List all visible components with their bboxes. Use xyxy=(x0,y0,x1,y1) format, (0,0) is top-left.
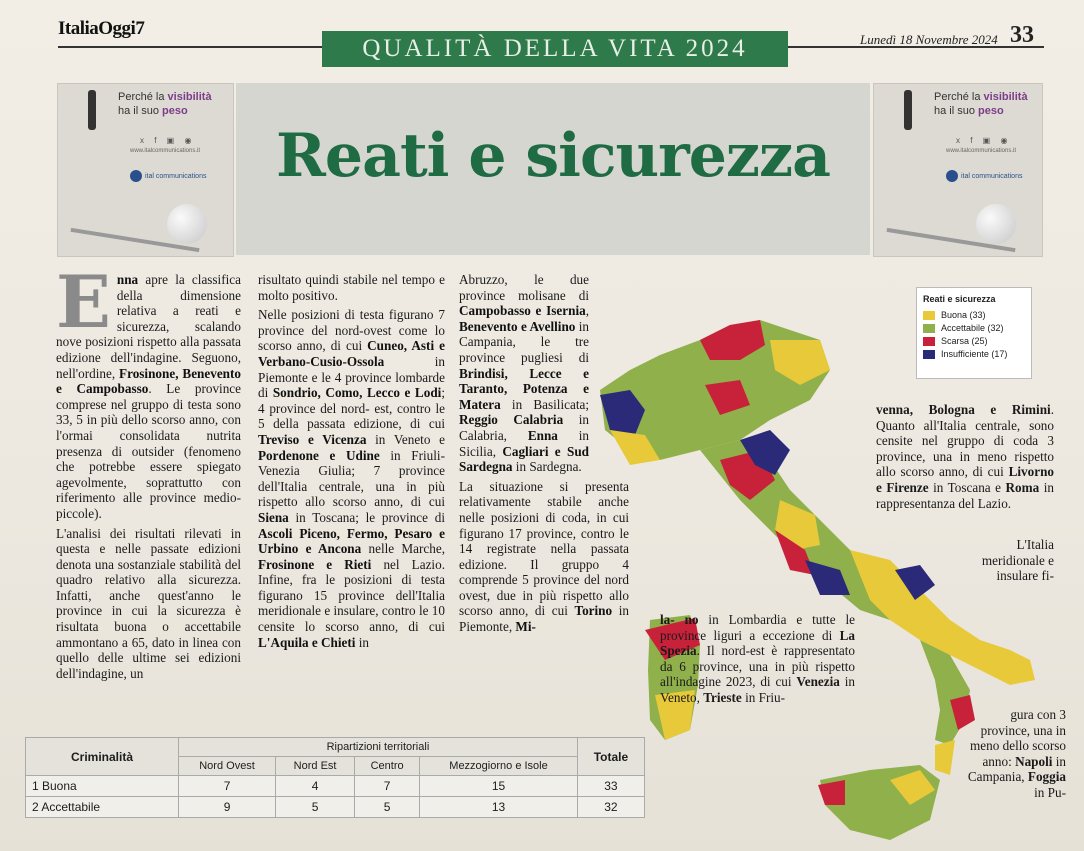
legend-label: Scarsa (25) xyxy=(941,336,988,346)
table-row xyxy=(26,797,645,818)
article-column-2 xyxy=(258,272,445,654)
legend-swatch xyxy=(923,324,935,333)
text: in Calabria, xyxy=(459,412,589,443)
page-number: 33 xyxy=(1010,22,1034,48)
text-bold: Mi- xyxy=(515,619,536,635)
text-bold: Roma xyxy=(1005,479,1040,495)
person-icon xyxy=(904,90,912,130)
legend-swatch xyxy=(923,337,935,346)
cell: 7 xyxy=(355,776,420,797)
text: in Basilicata; xyxy=(500,396,589,412)
text: nel Lazio. Infine, fra le posizioni di testa figurano 15 province dell'Italia meridionale e insulare, contro le 10 censite lo scorso anno, di cui xyxy=(258,556,445,635)
text: in Sardegna. xyxy=(512,459,582,475)
legend-swatch xyxy=(923,350,935,359)
article-column-4-bottom xyxy=(962,707,1066,801)
text-bold: Siena xyxy=(258,509,289,525)
text-bold: Reggio Calabria xyxy=(459,412,564,428)
logo-icon xyxy=(946,170,958,182)
article-column-mid xyxy=(660,612,855,706)
text: La situazione si presenta relativamente stabile anche nelle posizioni di coda, in cui figurano 17 province, contro le 14 registrate nella passata edizione. Il gruppo 4 comprende 5 province del nord ovest, due in più rispetto allo scorso anno, di cui xyxy=(459,478,629,619)
text-bold: Foggia xyxy=(1027,769,1066,785)
table-row xyxy=(26,776,645,797)
masthead: ItaliaOggi7 xyxy=(58,18,145,39)
col-header: Mezzogiorno e Isole xyxy=(420,757,578,776)
ad-highlight2: peso xyxy=(978,105,1004,117)
text-bold: venna, Bologna e Rimini xyxy=(876,402,1051,417)
text-bold: Ascoli Piceno, Fermo, Pesaro e Urbino e Ancona xyxy=(258,525,445,557)
text: nelle Marche, xyxy=(361,541,445,557)
table-header-row xyxy=(26,738,645,757)
text: apre la classifica della dimensione relativa a reati e sicurezza, scalando nove posizioni rispetto alla passata edizione dell'indagine. Seguono, nell'ordine, xyxy=(56,272,241,381)
text: in Piemonte e le 4 province lombarde di xyxy=(258,353,445,401)
social-icons: x f ▣ ◉ xyxy=(956,136,1012,145)
article-column-4-top xyxy=(876,402,1054,511)
ad-url: www.italcommunications.it xyxy=(946,148,1017,154)
text-bold: Cagliari e Sud Sardegna xyxy=(459,443,589,475)
ad-right xyxy=(873,83,1043,257)
paragraph xyxy=(56,259,242,522)
text-bold: Venezia xyxy=(796,674,840,690)
drop-cap: E xyxy=(56,259,111,344)
cell: 4 xyxy=(276,776,355,797)
legend-item xyxy=(923,336,1025,346)
text: in Campania, xyxy=(967,753,1066,785)
legend-title: Reati e sicurezza xyxy=(923,294,996,304)
logo-icon xyxy=(130,170,142,182)
text-bold: Napoli xyxy=(1015,753,1053,769)
text-bold: Frosinone, Benevento e Campobasso xyxy=(56,365,241,397)
row-label: 2 Accettabile xyxy=(26,797,179,818)
paragraph xyxy=(459,272,589,475)
text: ; 4 province del nord- est, contro le 5 della passata edizione, di cui xyxy=(258,385,445,432)
legend-label: Buona (33) xyxy=(941,310,986,320)
text: . Il nord-est è rappresentato da 6 province, una in più rispetto all'indagine 2023, di cui xyxy=(660,643,855,690)
text-bold: Treviso e Vicenza xyxy=(258,431,367,447)
criminality-table xyxy=(25,737,645,818)
legend-label: Insufficiente (17) xyxy=(941,349,1008,359)
cell: 15 xyxy=(420,776,578,797)
legend-label: Accettabile (32) xyxy=(941,323,1004,333)
text-bold: Sondrio, Como, Lecco e Lodi xyxy=(272,385,442,401)
table-group-header: Ripartizioni territoriali xyxy=(179,738,578,757)
col-header: Centro xyxy=(355,757,420,776)
map-legend xyxy=(916,287,1032,379)
ad-line1: Perché la xyxy=(118,91,165,103)
text: Nelle posizioni di testa figurano 7 province del nord-ovest come lo scorso anno, di cui xyxy=(258,307,445,354)
paragraph xyxy=(258,307,445,650)
cell-total: 32 xyxy=(577,797,644,818)
text: , xyxy=(585,303,589,319)
text-bold: Livorno e Firenze xyxy=(876,464,1054,495)
cell-total: 33 xyxy=(577,776,644,797)
ad-line2: ha il suo xyxy=(934,105,975,117)
text-bold: Pordenone e Udine xyxy=(258,447,380,463)
text: in rappresentanza del Lazio. xyxy=(876,479,1054,511)
text: gura con 3 province, una in meno dello scorso anno: xyxy=(970,707,1066,769)
cell: 7 xyxy=(179,776,276,797)
ad-url: www.italcommunications.it xyxy=(130,148,201,154)
text-bold: Enna xyxy=(527,427,558,443)
ad-tagline xyxy=(934,90,1028,118)
text-bold: Campobasso e Isernia xyxy=(459,303,586,319)
ball-icon xyxy=(976,204,1016,244)
text: . Le province comprese nel gruppo di testa sono 33, 5 in più dello scorso anno, con l'ormai consolidata nutrita presenza di outsider (fenomeno che potrebbe essere spiegato agevolmente, soprattutto con riferimento alle province medio-piccole). xyxy=(56,381,242,521)
text-bold: Benevento e Avellino xyxy=(459,318,576,334)
text: in Friu- xyxy=(741,689,786,705)
ad-line2: ha il suo xyxy=(118,105,159,117)
col-header: Nord Ovest xyxy=(179,757,276,776)
legend-item xyxy=(923,349,1025,359)
row-label: 1 Buona xyxy=(26,776,179,797)
dateline: Lunedì 18 Novembre 2024 xyxy=(860,32,998,47)
legend-item xyxy=(923,310,1025,320)
ad-logo xyxy=(130,170,206,182)
ad-tagline xyxy=(118,90,212,118)
text-bold: Brindisi, Lecce e Taranto, Potenza e Matera xyxy=(459,365,589,412)
ad-brand: ital communications xyxy=(145,172,207,180)
text: in Sicilia, xyxy=(459,427,589,459)
article-column-4-mid: L'Italia meridionale e insulare fi- xyxy=(981,537,1054,584)
section-banner: QUALITÀ DELLA VITA 2024 xyxy=(322,31,788,67)
ad-left xyxy=(57,83,234,257)
paragraph: risultato quindi stabile nel tempo e molto positivo. xyxy=(258,272,445,303)
text: in Toscana; le province di xyxy=(288,509,445,525)
text-bold: Torino xyxy=(574,603,613,619)
text: . Quanto all'Italia centrale, sono censite nel gruppo di coda 3 province, una in meno rispetto allo scorso anno, di cui xyxy=(876,402,1054,480)
map-cal-yellow xyxy=(935,740,955,775)
text: in Lombardia e tutte le province liguri a eccezione di xyxy=(660,612,855,643)
text: in Pu- xyxy=(1034,784,1066,800)
text-bold: Cuneo, Asti e Verbano-Cusio-Ossola xyxy=(258,338,446,369)
legend-swatch xyxy=(923,311,935,320)
text-bold: no xyxy=(684,612,699,627)
ad-brand: ital communications xyxy=(961,172,1023,180)
text: in Toscana e xyxy=(928,479,1006,495)
text: in xyxy=(355,634,370,650)
legend-item xyxy=(923,323,1025,333)
title-box xyxy=(236,83,870,255)
person-icon xyxy=(88,90,96,130)
ad-line1: Perché la xyxy=(934,91,981,103)
cell: 13 xyxy=(420,797,578,818)
ad-highlight2: peso xyxy=(162,105,188,117)
ad-highlight1: visibilità xyxy=(983,91,1028,103)
text-bold: L'Aquila e Chieti xyxy=(258,634,356,650)
paragraph: L'analisi dei risultati rilevati in questa e nelle passate edizioni denota una sostanziale stabilità del quadro relativo alla sicurezza. Infatti, anche quest'anno le province in cui la sicurezza è risultata buona o accettabile ammontano a 65, dato in linea con quello delle ultime sei edizioni dell'indagine, un xyxy=(56,525,241,681)
text: in Veneto, xyxy=(660,674,855,705)
text-bold: nna xyxy=(116,272,139,287)
text: Abruzzo, le due province molisane di xyxy=(459,272,589,303)
text: in Friuli-Venezia Giulia; 7 province dell'Italia centrale, una in più rispetto allo scorso anno, di cui xyxy=(258,447,445,510)
col-header: Nord Est xyxy=(276,757,355,776)
text-bold: Trieste xyxy=(703,689,742,705)
text-bold: la- xyxy=(660,612,675,627)
table-total-header: Totale xyxy=(577,738,644,776)
cell: 5 xyxy=(276,797,355,818)
text: in Campania, le tre province pugliesi di xyxy=(459,318,589,365)
text: in Veneto e xyxy=(366,431,445,447)
cell: 9 xyxy=(179,797,276,818)
article-column-1 xyxy=(56,259,242,685)
text: in Piemonte, xyxy=(459,603,629,635)
ad-highlight1: visibilità xyxy=(167,91,212,103)
social-icons: x f ▣ ◉ xyxy=(140,136,196,145)
ad-logo xyxy=(946,170,1022,182)
text-bold: La Spezia xyxy=(660,627,855,659)
table-corner: Criminalità xyxy=(26,738,179,776)
article-title: Reati e sicurezza xyxy=(276,121,830,191)
cell: 5 xyxy=(355,797,420,818)
text-bold: Frosinone e Rieti xyxy=(258,556,372,572)
ball-icon xyxy=(167,204,207,244)
